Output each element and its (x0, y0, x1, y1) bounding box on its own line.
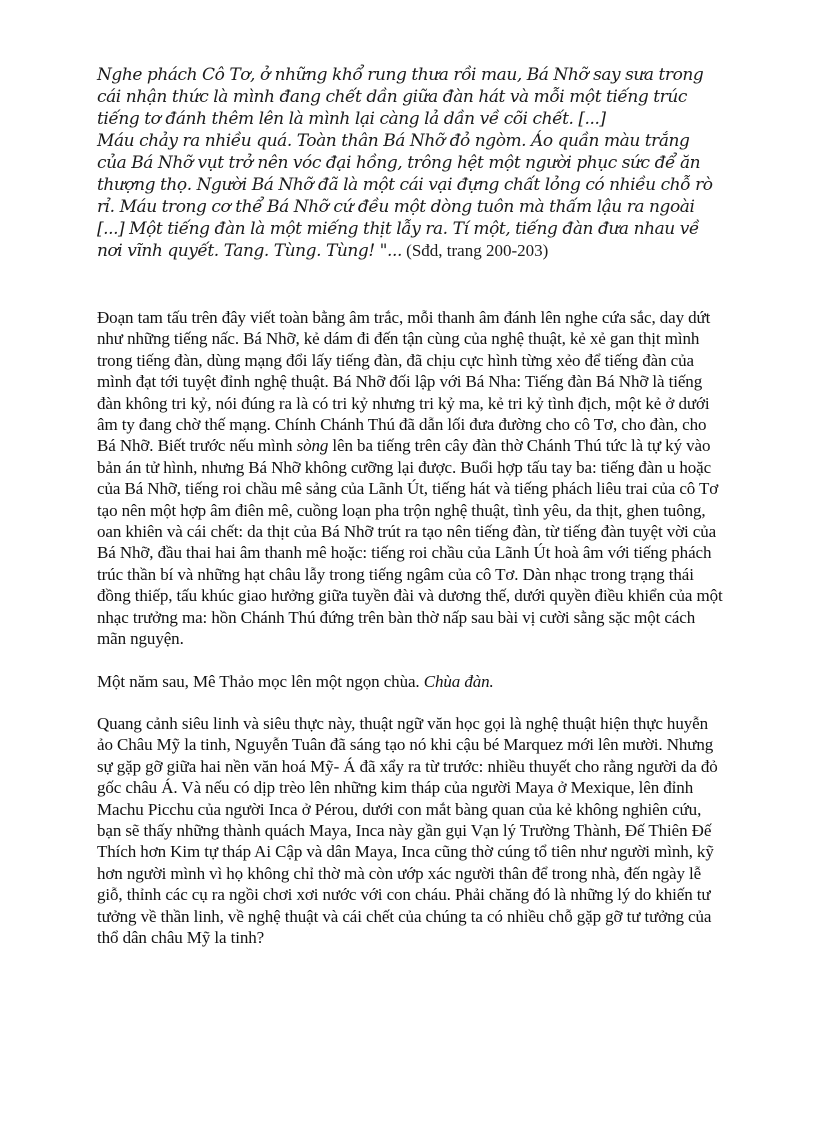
body-paragraph-2 (97, 671, 723, 692)
body-paragraph-1 (97, 307, 723, 650)
quote-paragraph-2-text: Máu chảy ra nhiều quá. Toàn thân Bá Nhỡ đỏ ngòm. Áo quần màu trắng của Bá Nhỡ vụt trở nên vóc đại hồng, trông hệt một người phục sức để ăn thượng thọ. Người Bá Nhỡ đã là một cái vại đựng chất lỏng có nhiều chỗ rò rỉ. Máu trong cơ thể Bá Nhỡ cứ đều một dòng tuôn mà thấm lậu ra ngoài [...] Một tiếng đàn là một miếng thịt lẫy ra. Tí một, tiếng đàn đưa nhau về nơi vĩnh quyết. Tang. Tùng. Tùng! "... (97, 131, 713, 261)
body-paragraph-3: Quang cảnh siêu linh và siêu thực này, thuật ngữ văn học gọi là nghệ thuật hiện thực huyễn ảo Châu Mỹ la tinh, Nguyễn Tuân đã sáng tạo nó khi cậu bé Marquez mới lên mười. Nhưng sự gặp gỡ giữa hai nền văn hoá Mỹ- Á đã xẩy ra từ trước: nhiều thuyết cho rằng người da đỏ gốc châu Á. Và nếu có dịp trèo lên những kim tháp của người Maya ở Mexique, lên đỉnh Machu Picchu của người Inca ở Pérou, dưới con mắt bàng quan của kẻ không nghiên cứu, bạn sẽ thấy những thành quách Maya, Inca này gần gụi Vạn lý Trường Thành, Đế Thiên Đế Thích hơn Kim tự tháp Ai Cập và dân Maya, Inca cũng thờ cúng tổ tiên như người mình, kỹ hơn người mình vì họ không chỉ thờ mà còn ướp xác người thân để trong nhà, đến ngày lễ giỗ, thỉnh các cụ ra ngồi chơi xơi nước với con cháu. Phải chăng đó là những lý do khiến tư tưởng về thần linh, về nghệ thuật và cái chết của chúng ta có nhiều chỗ gặp gỡ tư tưởng của thổ dân châu Mỹ la tinh? (97, 713, 718, 947)
body-paragraph-1-part-b: lên ba tiếng trên cây đàn thờ Chánh Thú tức là tự ký vào bản án tử hình, nhưng Bá Nhỡ không cưỡng lại được. Buổi hợp tấu tay ba: tiếng đàn u hoặc của Bá Nhỡ, tiếng roi chầu mê sảng của Lãnh Út, tiếng hát và tiếng phách liêu trai của cô Tơ tạo nên một hợp âm điên mê, cuồng loạn pha trộn nghệ thuật, tình yêu, da thịt, ghen tuông, oan khiên và cái chết: da thịt của Bá Nhỡ trút ra tạo nên tiếng đàn, từ tiếng đàn tuyệt vời của Bá Nhỡ, đầu thai hai âm thanh mê hoặc: tiếng roi chầu của Lãnh Út hoà âm với tiếng phách trúc thần bí và những hạt châu lẫy trong tiếng ngâm của cô Tơ. Dàn nhạc trong trạng thái đồng thiếp, tấu khúc giao hưởng giữa tuyền đài và dương thế, dưới quyền điều khiển của một nhạc trưởng ma: hồn Chánh Thú đứng trên bàn thờ nấp sau bài vị cười sằng sặc một cách mãn nguyện. (97, 436, 723, 649)
body-paragraph-2-text: Một năm sau, Mê Thảo mọc lên một ngọn chùa. (97, 671, 424, 691)
quote-paragraph-1: Nghe phách Cô Tơ, ở những khổ rung thưa rồi mau, Bá Nhỡ say sưa trong cái nhận thức là mình đang chết dần giữa đàn hát và mỗi một tiếng trúc tiếng tơ đánh thêm lên là mình lại càng lả dần về cõi chết. [...] (97, 65, 704, 129)
body-paragraph-2-emphasis: Chùa đàn. (423, 671, 494, 691)
quote-paragraph-2 (97, 130, 723, 262)
quote-citation: (Sđd, trang 200-203) (401, 241, 549, 260)
body-text (97, 307, 723, 948)
body-paragraph-1-part-a: Đoạn tam tấu trên đây viết toàn bằng âm trắc, mỗi thanh âm đánh lên nghe cứa sắc, day dứt như những tiếng nấc. Bá Nhỡ, kẻ dám đi đến tận cùng của nghệ thuật, kẻ xẻ gan thịt mình trong tiếng đàn, dùng mạng đổi lấy tiếng đàn, đã chịu cực hình từng xẻo để tiếng đàn của mình đạt tới tuyệt đỉnh nghệ thuật. Bá Nhỡ đối lập với Bá Nha: Tiếng đàn Bá Nhỡ là tiếng đàn không tri kỷ, nói đúng ra là có tri kỷ nhưng tri kỷ ma, kẻ tri kỷ tình địch, một kẻ ở dưới âm ty đang chờ thế mạng. Chính Chánh Thú đã dẫn lối đưa đường cho cô Tơ, cho đàn, cho Bá Nhỡ. Biết trước nếu mình (97, 308, 711, 456)
block-quote (97, 64, 723, 262)
body-paragraph-1-emphasis: sòng (296, 436, 329, 456)
document-page (97, 64, 723, 948)
